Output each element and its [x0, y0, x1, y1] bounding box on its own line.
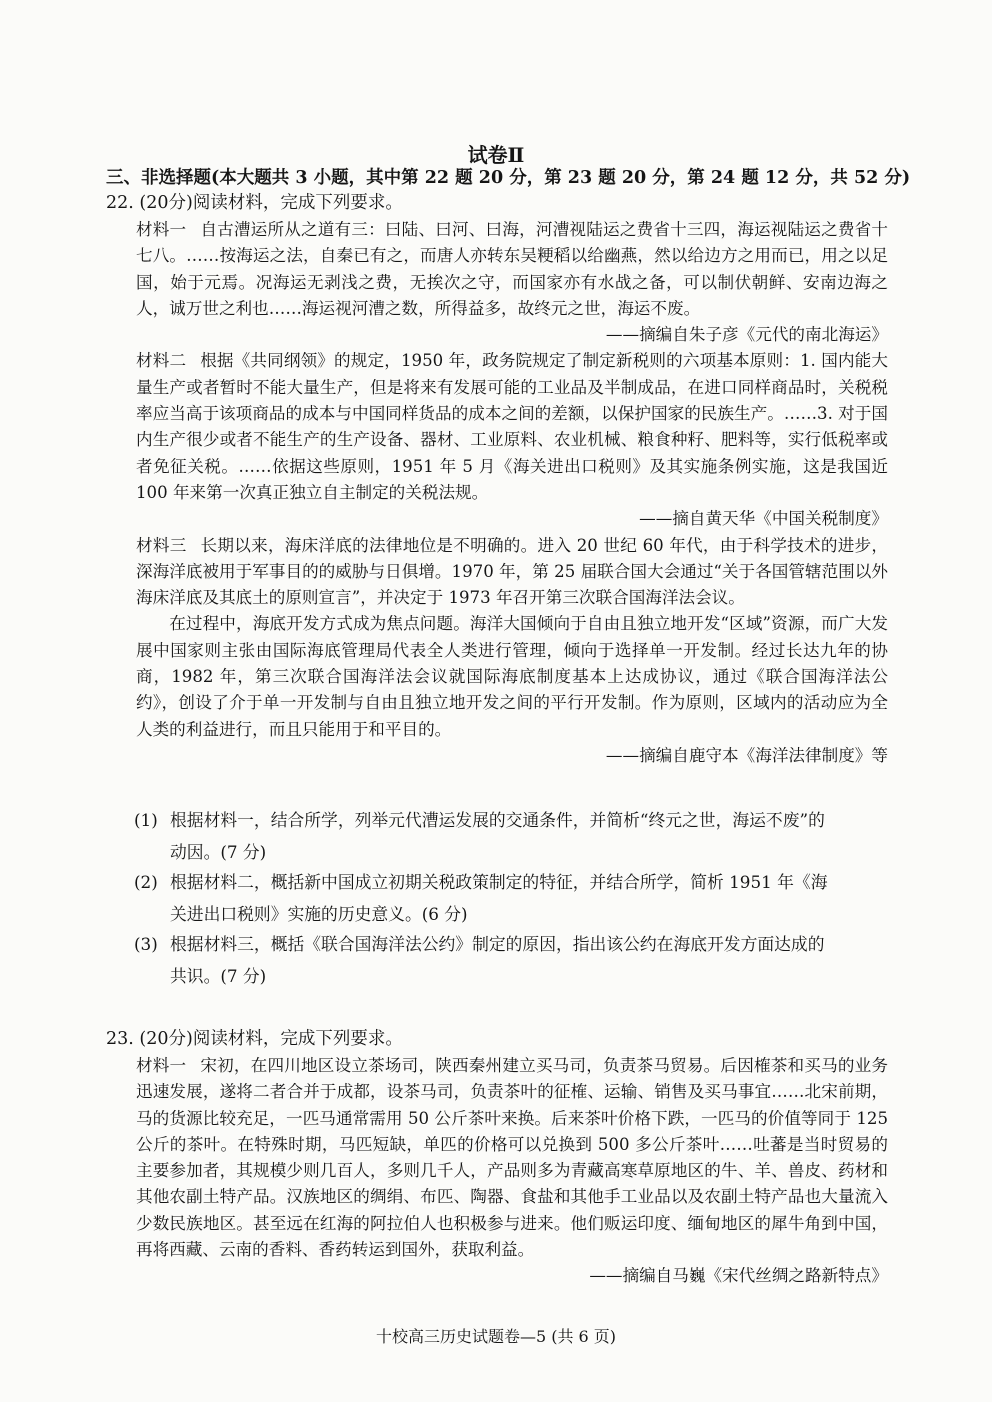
sub-question-text: 关进出口税则》实施的历史意义。(6 分) [170, 904, 468, 924]
sub-question-text: 根据材料二，概括新中国成立初期关税政策制定的特征，并结合所学，简析 1951 年《海 [170, 872, 828, 892]
material-paragraph: 在过程中，海底开发方式成为焦点问题。海洋大国倾向于自由且独立地开发“区域”资源，而广大发展中国家则主张由国际海底管理局代表全人类进行管理，倾向于选择单一开发制。经过长达九年的协商，1982 年，第三次联合国海洋法会议就国际海底制度基本上达成协议，通过《联合国海洋法公约》，创设了介于单一开发制与自由且独立地开发之间的平行开发制。作为原则，区域内的活动应为全人类的利益进行，而且只能用于和平目的。 [136, 614, 888, 739]
sub-question-number: (1) [134, 810, 158, 830]
material-label: 材料一 [136, 1056, 187, 1075]
question-22-heading: 22. (20分)阅读材料，完成下列要求。 [106, 193, 403, 213]
sub-question-number: (2) [134, 872, 158, 892]
material-source: ——摘编自马巍《宋代丝绸之路新特点》 [589, 1266, 888, 1286]
sub-question-number: (3) [134, 934, 158, 954]
material-paragraph [136, 217, 888, 322]
section-heading: 三、非选择题(本大题共 3 小题，其中第 22 题 20 分，第 23 题 20 分，第 24 题 12 分，共 52 分) [106, 168, 911, 188]
material-label: 材料二 [136, 351, 187, 371]
material-text: 自古漕运所从之道有三：曰陆、曰河、曰海，河漕视陆运之费省十三四，海运视陆运之费省十七八。……按海运之法，自秦已有之，而唐人亦转东吴粳稻以给幽燕，然以给边方之用而已，用之以足国，始于元焉。况海运无剥浅之费，无挨次之守，而国家亦有水战之备，可以制伏朝鲜、安南边海之人，诚万世之利也……海运视河漕之数，所得益多，故终元之世，海运不废。 [136, 220, 889, 318]
material-text: 根据《共同纲领》的规定，1950 年，政务院规定了制定新税则的六项基本原则：1. 国内能大量生产或者暂时不能大量生产，但是将来有发展可能的工业品及半制成品，在进口同样商品时，关税税率应当高于该项商品的成本与中国同样货品的成本之间的差额，以保护国家的民族生产。……3. 对于国内生产很少或者不能生产的生产设备、器材、工业原料、农业机械、粮食种籽、肥料等，实行低税率或者免征关税。……依据这些原则，1951 年 5 月《海关进出口税则》及其实施条例实施，这是我国近 100 年来第一次真正独立自主制定的关税法规。 [136, 351, 889, 502]
material-label: 材料一 [136, 220, 187, 239]
page-footer: 十校高三历史试题卷—5 (共 6 页) [375, 1327, 617, 1346]
sub-question-text: 共识。(7 分) [170, 966, 267, 986]
paper-title: 试卷Ⅱ [467, 143, 525, 167]
sub-question-text: 根据材料三，概括《联合国海洋法公约》制定的原因，指出该公约在海底开发方面达成的 [170, 934, 825, 954]
sub-question-2 [134, 866, 886, 930]
material-paragraph [136, 1053, 888, 1263]
material-source: ——摘编自朱子彦《元代的南北海运》 [605, 325, 888, 345]
sub-question-text: 动因。(7 分) [170, 842, 267, 862]
question-23-heading: 23. (20分)阅读材料，完成下列要求。 [106, 1029, 403, 1049]
material-paragraph [136, 533, 888, 612]
material-text: 长期以来，海床洋底的法律地位是不明确的。进入 20 世纪 60 年代，由于科学技术的进步，深海洋底被用于军事目的的威胁与日俱增。1970 年，第 25 届联合国大会通过“关于各国管辖范围以外海床洋底及其底土的原则宣言”，并决定于 1973 年召开第三次联合国海洋法会议。 [136, 535, 889, 608]
material-label: 材料三 [136, 535, 187, 555]
question-22-materials [136, 217, 888, 769]
material-source: ——摘自黄天华《中国关税制度》 [639, 509, 888, 529]
material-paragraph [136, 348, 888, 506]
material-text: 宋初，在四川地区设立茶场司，陕西秦州建立买马司，负责茶马贸易。后因榷茶和买马的业务迅速发展，遂将二者合并于成都，设茶马司，负责茶叶的征榷、运输、销售及买马事宜……北宋前期，马的货源比较充足，一匹马通常需用 50 公斤茶叶来换。后来茶叶价格下跌，一匹马的价值等同于 125 公斤的茶叶。在特殊时期，马匹短缺，单匹的价格可以兑换到 500 多公斤茶叶……吐蕃是当时贸易的主要参加者，其规模少则几百人，多则几千人，产品则多为青藏高寒草原地区的牛、羊、兽皮、药材和其他农副土特产品。汉族地区的绸绢、布匹、陶器、食盐和其他手工业品以及农副土特产品也大量流入少数民族地区。甚至远在红海的阿拉伯人也积极参与进来。他们贩运印度、缅甸地区的犀牛角到中国，再将西藏、云南的香料、香药转运到国外，获取利益。 [136, 1056, 889, 1260]
question-23-materials [136, 1053, 888, 1290]
sub-question-3 [134, 928, 886, 992]
material-source: ——摘编自鹿守本《海洋法律制度》等 [605, 745, 888, 765]
sub-question-text: 根据材料一，结合所学，列举元代漕运发展的交通条件，并简析“终元之世，海运不废”的 [170, 810, 825, 830]
sub-question-1 [134, 804, 886, 868]
